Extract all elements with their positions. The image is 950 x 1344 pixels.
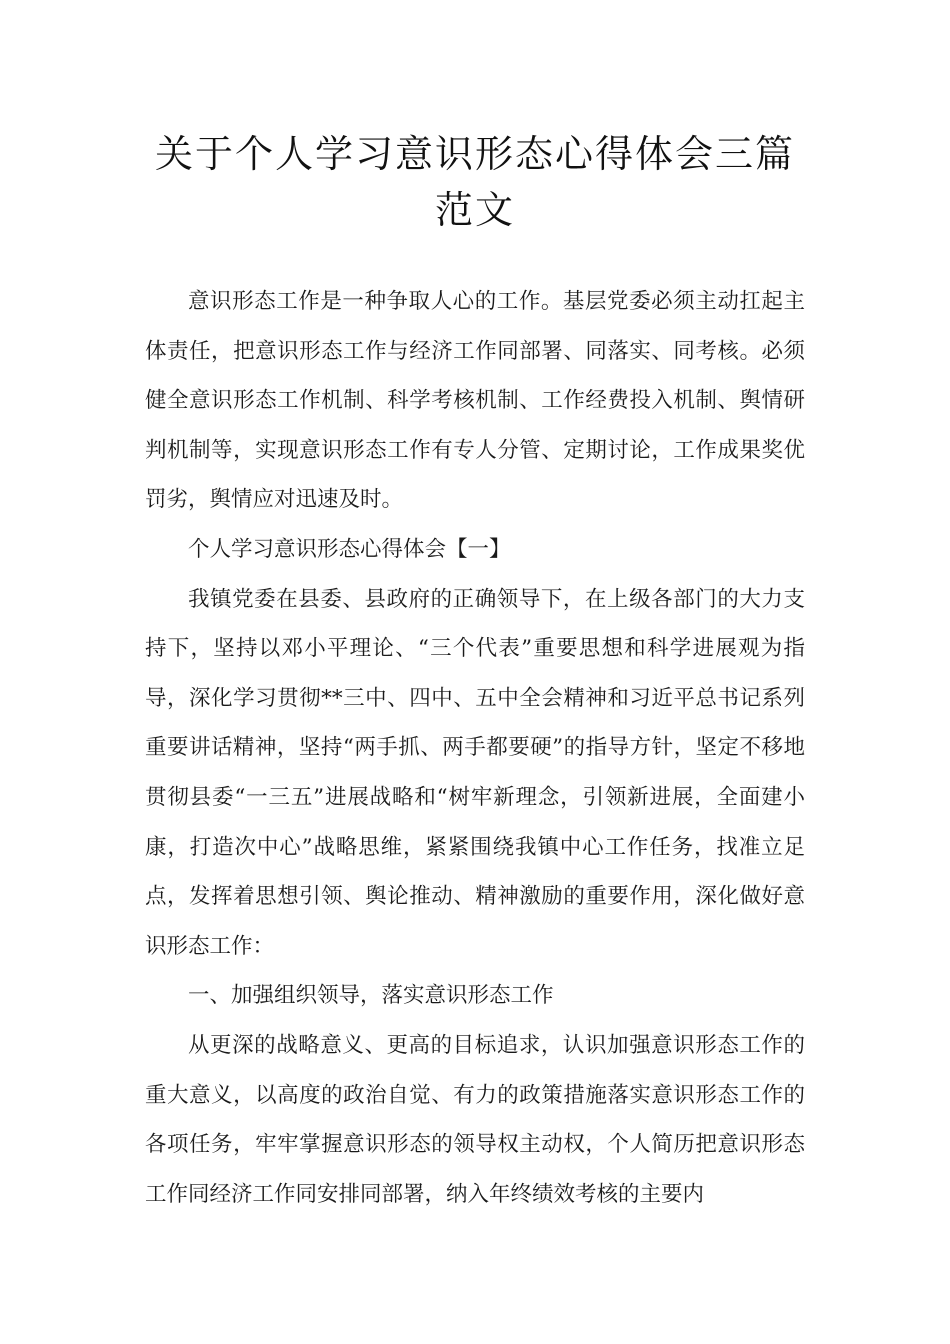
document-body	[145, 277, 805, 1219]
document-title: 关于个人学习意识形态心得体会三篇范文	[154, 132, 795, 232]
intro-paragraph: 意识形态工作是一种争取人心的工作。基层党委必须主动扛起主体责任，把意识形态工作与经济工作同部署、同落实、同考核。必须健全意识形态工作机制、科学考核机制、工作经费投入机制、舆情研判机制等，实现意识形态工作有专人分管、定期讨论，工作成果奖优罚劣，舆情应对迅速及时。	[145, 289, 805, 513]
body-paragraph: 我镇党委在县委、县政府的正确领导下，在上级各部门的大力支持下，坚持以邓小平理论、“三个代表”重要思想和科学进展观为指导，深化学习贯彻**三中、四中、五中全会精神和习近平总书记系列重要讲话精神，坚持“两手抓、两手都要硬”的指导方针，坚定不移地贯彻县委“一三五”进展战略和“树牢新理念，引领新进展，全面建小康，打造次中心”战略思维，紧紧围绕我镇中心工作任务，找准立足点，发挥着思想引领、舆论推动、精神激励的重要作用，深化做好意识形态工作：	[145, 586, 805, 959]
subsection-heading: 一、加强组织领导，落实意识形态工作	[188, 983, 554, 1009]
body-paragraph: 从更深的战略意义、更高的目标追求，认识加强意识形态工作的重大意义，以高度的政治自觉、有力的政策措施落实意识形态工作的各项任务，牢牢掌握意识形态的领导权主动权，个人简历把意识形态工作同经济工作同安排同部署，纳入年终绩效考核的主要内	[145, 1032, 805, 1207]
section-heading-one: 个人学习意识形态心得体会【一】	[188, 536, 511, 562]
